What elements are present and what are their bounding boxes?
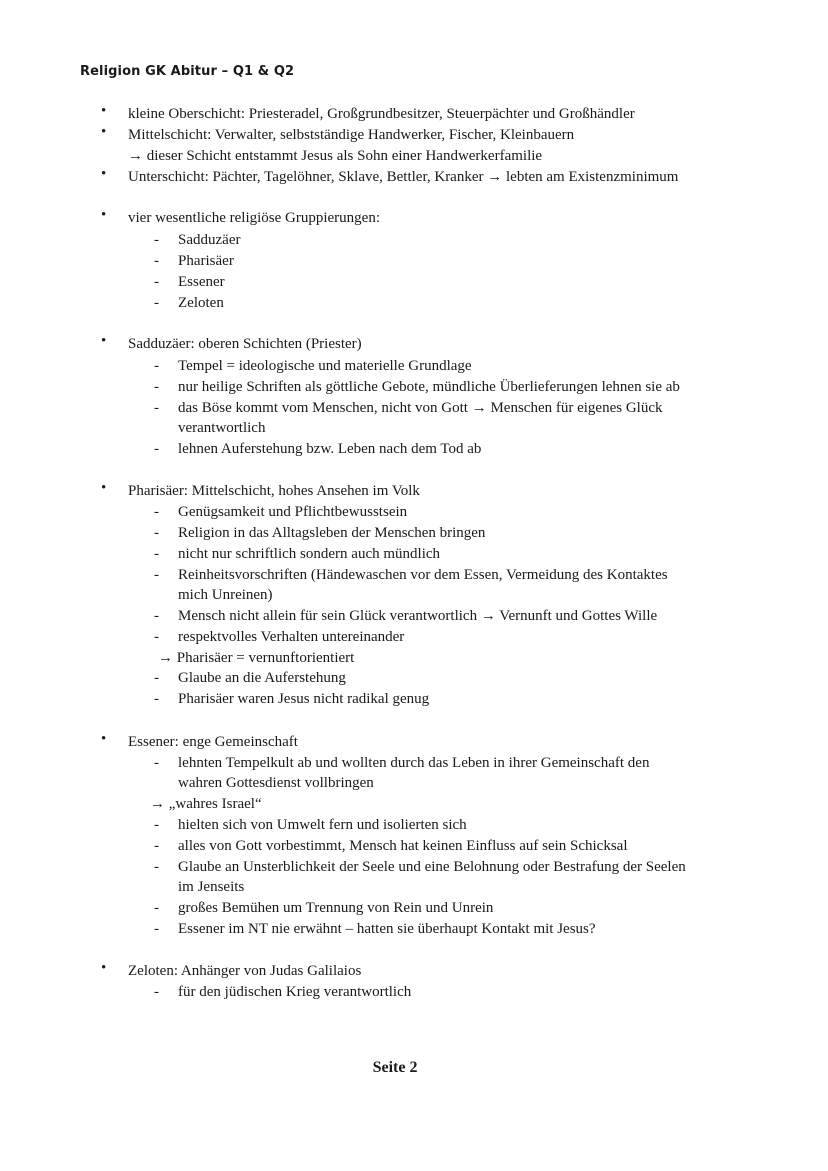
dash-marker: - [154, 921, 159, 937]
bullet-marker: • [101, 207, 107, 223]
list-item: Pharisäer [178, 253, 234, 269]
list-item: großes Bemühen um Trennung von Rein und Unrein [178, 900, 494, 916]
page-title: Religion GK Abitur – Q1 & Q2 [80, 64, 295, 79]
list-item-continuation: verantwortlich [178, 420, 266, 436]
text-line: vier wesentliche religiöse Gruppierungen: [128, 210, 380, 226]
dash-marker: - [154, 441, 159, 457]
text-line: → dieser Schicht entstammt Jesus als Sohn einer Handwerkerfamilie [128, 148, 543, 164]
list-item: lehnten Tempelkult ab und wollten durch das Leben in ihrer Gemeinschaft den [178, 755, 650, 771]
dash-marker: - [154, 755, 159, 771]
text-line: Pharisäer: Mittelschicht, hohes Ansehen im Volk [128, 483, 420, 499]
list-item: Reinheitsvorschriften (Händewaschen vor dem Essen, Vermeidung des Kontaktes [178, 567, 668, 583]
dash-marker: - [154, 253, 159, 269]
dash-marker: - [154, 817, 159, 833]
dash-marker: - [154, 567, 159, 583]
bullet-marker: • [101, 166, 107, 182]
bullet-marker: • [101, 480, 107, 496]
list-item-continuation: wahren Gottesdienst vollbringen [178, 775, 374, 791]
text-line: kleine Oberschicht: Priesteradel, Großgrundbesitzer, Steuerpächter und Großhändler [128, 106, 635, 122]
list-item: nicht nur schriftlich sondern auch mündlich [178, 546, 441, 562]
dash-marker: - [154, 232, 159, 248]
dash-marker: - [154, 670, 159, 686]
list-item: alles von Gott vorbestimmt, Mensch hat keinen Einfluss auf sein Schicksal [178, 838, 628, 854]
dash-marker: - [154, 525, 159, 541]
dash-marker: - [154, 379, 159, 395]
dash-marker: - [154, 504, 159, 520]
list-item-continuation: im Jenseits [178, 879, 245, 895]
list-item: Genügsamkeit und Pflichtbewusstsein [178, 504, 408, 520]
list-item: Tempel = ideologische und materielle Grundlage [178, 358, 472, 374]
conclusion-line: → Pharisäer = vernunftorientiert [158, 650, 355, 666]
list-item: hielten sich von Umwelt fern und isolierten sich [178, 817, 467, 833]
dash-marker: - [154, 900, 159, 916]
dash-marker: - [154, 691, 159, 707]
list-item: nur heilige Schriften als göttliche Gebote, mündliche Überlieferungen lehnen sie ab [178, 379, 680, 395]
list-item: Mensch nicht allein für sein Glück verantwortlich → Vernunft und Gottes Wille [178, 608, 658, 624]
dash-marker: - [154, 358, 159, 374]
bullet-marker: • [101, 333, 107, 349]
dash-marker: - [154, 859, 159, 875]
list-item: für den jüdischen Krieg verantwortlich [178, 984, 412, 1000]
page-number: Seite 2 [372, 1059, 418, 1076]
dash-marker: - [154, 984, 159, 1000]
bullet-marker: • [101, 103, 107, 119]
text-line: Zeloten: Anhänger von Judas Galilaios [128, 963, 362, 979]
bullet-marker: • [101, 731, 107, 747]
list-item: Zeloten [178, 295, 224, 311]
text-line: Sadduzäer: oberen Schichten (Priester) [128, 336, 362, 352]
dash-marker: - [154, 295, 159, 311]
bullet-marker: • [101, 124, 107, 140]
list-item: Essener [178, 274, 225, 290]
dash-marker: - [154, 546, 159, 562]
conclusion-line: → „wahres Israel“ [150, 796, 262, 812]
list-item: lehnen Auferstehung bzw. Leben nach dem Tod ab [178, 441, 482, 457]
list-item: das Böse kommt vom Menschen, nicht von Gott → Menschen für eigenes Glück [178, 400, 663, 416]
list-item: Sadduzäer [178, 232, 241, 248]
text-line: Mittelschicht: Verwalter, selbstständige Handwerker, Fischer, Kleinbauern [128, 127, 575, 143]
text-line: Unterschicht: Pächter, Tagelöhner, Sklave, Bettler, Kranker → lebten am Existenzminimum [128, 169, 679, 185]
list-item: respektvolles Verhalten untereinander [178, 629, 405, 645]
dash-marker: - [154, 838, 159, 854]
list-item-continuation: mich Unreinen) [178, 587, 273, 603]
list-item: Glaube an die Auferstehung [178, 670, 346, 686]
dash-marker: - [154, 629, 159, 645]
dash-marker: - [154, 274, 159, 290]
dash-marker: - [154, 608, 159, 624]
list-item: Essener im NT nie erwähnt – hatten sie überhaupt Kontakt mit Jesus? [178, 921, 596, 937]
dash-marker: - [154, 400, 159, 416]
bullet-marker: • [101, 960, 107, 976]
list-item: Pharisäer waren Jesus nicht radikal genug [178, 691, 430, 707]
list-item: Glaube an Unsterblichkeit der Seele und eine Belohnung oder Bestrafung der Seelen [178, 859, 686, 875]
list-item: Religion in das Alltagsleben der Menschen bringen [178, 525, 486, 541]
text-line: Essener: enge Gemeinschaft [128, 734, 298, 750]
